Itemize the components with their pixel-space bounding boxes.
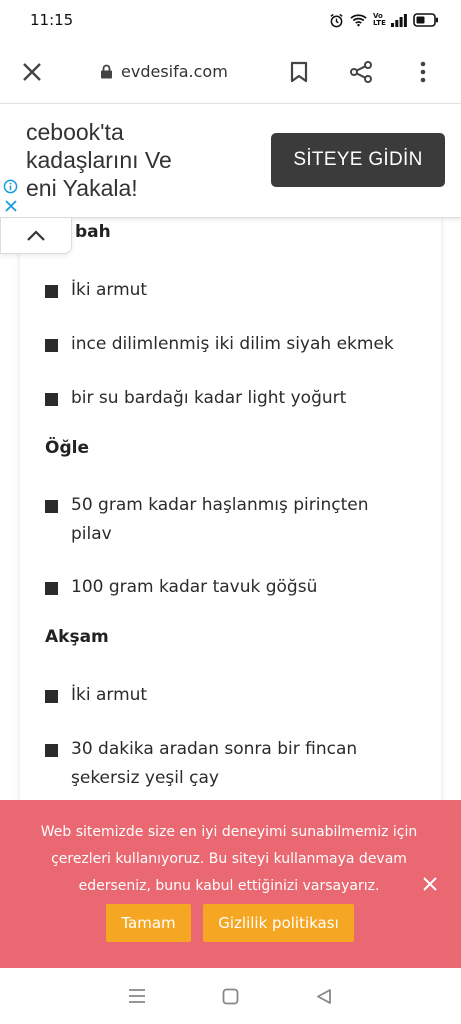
bullet	[45, 393, 58, 406]
close-icon	[22, 62, 42, 82]
bookmark-button[interactable]	[281, 54, 317, 90]
list-item-text: İki armut	[71, 685, 148, 705]
list-item-text: İki armut	[71, 280, 148, 300]
nav-home-button[interactable]	[218, 984, 242, 1008]
bullet	[45, 690, 58, 703]
lock-icon	[100, 64, 113, 79]
back-triangle-icon	[316, 988, 332, 1005]
bullet	[45, 500, 58, 513]
alarm-icon	[329, 13, 344, 28]
volte-label: Vo LTE	[373, 12, 386, 27]
section-heading-partial: bah	[75, 222, 111, 242]
url-text: evdesifa.com	[121, 62, 228, 81]
close-tab-button[interactable]	[14, 54, 50, 90]
status-bar	[0, 0, 461, 40]
list-item-text: 100 gram kadar tavuk göğsü	[71, 577, 318, 597]
ad-info-icon[interactable]	[3, 179, 18, 194]
section-heading: Akşam	[45, 627, 109, 647]
bullet	[45, 582, 58, 595]
wifi-icon	[350, 13, 367, 27]
list-item	[45, 387, 425, 413]
ad-line: eni Yakala!	[26, 175, 138, 201]
share-icon	[349, 60, 373, 84]
list-item-text: 50 gram kadar haşlanmış pirinçten pilav	[71, 495, 369, 544]
list-item-text: 30 dakika aradan sonra bir fincan şekersiz yeşil çay	[71, 739, 358, 788]
status-icons	[329, 13, 439, 28]
cookie-consent-banner	[0, 800, 461, 968]
cookie-close-icon[interactable]	[420, 874, 440, 894]
privacy-policy-button[interactable]: Gizlilik politikası	[203, 904, 354, 942]
more-options-button[interactable]	[405, 54, 441, 90]
list-item	[45, 279, 425, 305]
section-heading: Öğle	[45, 438, 89, 458]
list-item	[45, 333, 425, 359]
bullet	[45, 339, 58, 352]
nav-menu-button[interactable]	[125, 984, 149, 1008]
bullet	[45, 285, 58, 298]
ad-close-icon[interactable]	[4, 199, 18, 213]
ad-collapse-button[interactable]	[0, 218, 72, 254]
browser-toolbar	[0, 40, 461, 104]
list-item-text: ince dilimlenmiş iki dilim siyah ekmek	[71, 334, 394, 354]
share-button[interactable]	[343, 54, 379, 90]
more-vertical-icon	[420, 61, 426, 83]
list-item	[45, 684, 425, 710]
home-square-icon	[222, 988, 239, 1005]
cookie-message: Web sitemizde size en iyi deneyimi sunabilmemiz için çerezleri kullanıyoruz. Bu siteyi kullanmaya devam ederseniz, bunu kabul ettiğinizi varsayarız.	[40, 824, 418, 894]
list-item	[45, 494, 425, 549]
ad-banner[interactable]	[0, 104, 461, 218]
signal-icon	[391, 14, 407, 27]
ad-visit-site-button[interactable]: SİTEYE GİDİN	[271, 133, 445, 187]
battery-icon	[413, 13, 439, 27]
list-item	[45, 738, 425, 793]
nav-back-button[interactable]	[312, 984, 336, 1008]
status-time: 11:15	[30, 11, 74, 29]
bullet	[45, 744, 58, 757]
ad-line: cebook'ta	[26, 119, 124, 145]
menu-icon	[128, 988, 146, 1004]
bookmark-icon	[290, 61, 308, 83]
chevron-up-icon	[26, 230, 46, 242]
list-item-text: bir su bardağı kadar light yoğurt	[71, 388, 347, 408]
url-bar[interactable]	[100, 62, 281, 81]
ad-text	[26, 118, 172, 202]
cookie-accept-button[interactable]: Tamam	[106, 904, 191, 942]
list-item	[45, 576, 425, 602]
system-nav-bar	[0, 968, 461, 1024]
ad-line: kadaşlarını Ve	[26, 147, 172, 173]
